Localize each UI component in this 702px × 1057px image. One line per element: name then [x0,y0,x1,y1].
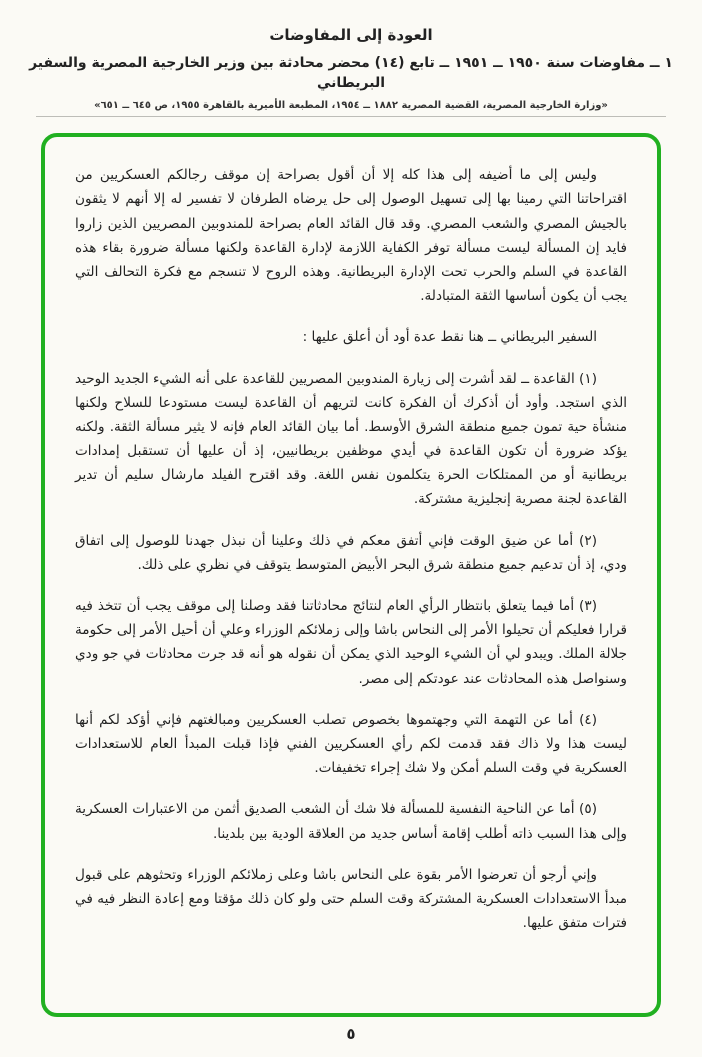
paragraph: (٤) أما عن التهمة التي وجهتموها بخصوص تصلب العسكريين ومبالغتهم فإني أؤكد لكم أنها ليست هذا ولا ذاك فقد قدمت لكم رأي العسكريين الفني فإذا قبلت المبدأ العام للاستعدادات العسكرية في وقت السلم أمكن ولا شك إجراء تخفيفات. [75,711,627,777]
paragraph: وإني أرجو أن تعرضوا الأمر بقوة على النحاس باشا وعلى زملائكم الوزراء وتحثوهم على قبول مبدأ الاستعدادات العسكرية المشتركة وقت السلم حتى ولو كان ذلك مؤقتا ومع إعادة النظر فيه في فترات متفق عليها. [75,866,627,932]
document-subtitle: ١ ــ مفاوضات سنة ١٩٥٠ ــ ١٩٥١ ــ تابع (١٤) محضر محادثة بين وزير الخارجية المصرية والسفير البريطاني [29,55,673,91]
paragraph: وليس إلى ما أضيفه إلى هذا كله إلا أن أقول بصراحة إن موقف رجالكم العسكريين من اقتراحاتنا التي رمينا بها إلى تسهيل الوصول إلى حل يرضاه الطرفان لا تفسير له إلا أنهم لا يثقون بالجيش المصري والشعب المصري. وقد قال القائد العام بصراحة للمندوبين المصريين الذين زاروا فايد إن المسألة ليست مسألة توفر الكفاية اللازمة لإدارة القاعدة ولكنها مسألة ضرورة بقاء هذه القاعدة في السلم والحرب تحت الإدارة البريطانية. وهذه الروح لا تنسجم مع فكرة التحالف التي يجب أن يكون أساسها الثقة المتبادلة. [75,167,627,305]
paragraph: (٣) أما فيما يتعلق بانتظار الرأي العام لنتائج محادثاتنا فقد وصلنا إلى موقف يجب أن تتخذ فيه قرارا فعليكم أن تحيلوا الأمر إلى النحاس باشا وإلى زملائكم الوزراء وعلي أن أحيل الأمر إلى حكومة جلالة الملك. ويبدو لي أن الشيء الوحيد الذي يمكن أن نقوله هو أنه قد جرت محادثات في جو ودي وسنواصل هذه المحادثات عند عودتكم إلى مصر. [75,598,627,687]
paragraph: (٥) أما عن الناحية النفسية للمسألة فلا شك أن الشعب الصديق أثمن من الاعتبارات العسكرية وإلى هذا السبب ذاته أطلب إقامة أساس جديد من العلاقة الودية بين بلدينا. [75,801,627,842]
paragraph: السفير البريطاني ــ هنا نقط عدة أود أن أعلق عليها : [302,329,597,346]
paragraph: (٢) أما عن ضيق الوقت فإني أتفق معكم في ذلك وعلينا أن نبذل جهدنا للوصول إلى اتفاق ودي، إذ أن تدعيم جميع منطقة شرق البحر الأبيض المتوسط يتوقف في نظري على ذلك. [75,532,627,573]
page-number: ٥ [346,1025,356,1043]
document-header [0,26,702,117]
paragraph: (١) القاعدة ــ لقد أشرت إلى زيارة المندوبين المصريين للقاعدة على أنه الشيء الجديد الوحيد الذي استجد. وأود أن أذكرك أن الفكرة كانت لتريهم أن القاعدة ليست مستودعا للسلاح ولكنها منشأة حية تمون جميع منطقة الشرق الأوسط. أما بيان القائد العام فإنه لا يثير مسألة الثقة. ولكنه يؤكد ضرورة أن تكون القاعدة في أيدي موظفين بريطانيين، إذ أن عليها أن تستقبل إمدادات بريطانية أو من الممتلكات الحرة يتكلمون نفس اللغة. وقد اقترح الفيلد مارشال سليم أن تدير القاعدة لجنة مصرية إنجليزية مشتركة. [75,370,627,508]
page-title: العودة إلى المفاوضات [269,26,433,44]
citation-line: «وزارة الخارجية المصرية، القضية المصرية ١٨٨٢ ــ ١٩٥٤، المطبعة الأميرية بالقاهرة ١٩٥٥، ص ٦٤٥ ــ ٦٥١» [94,100,608,112]
document-body-frame [41,133,661,1017]
header-divider [36,116,666,117]
